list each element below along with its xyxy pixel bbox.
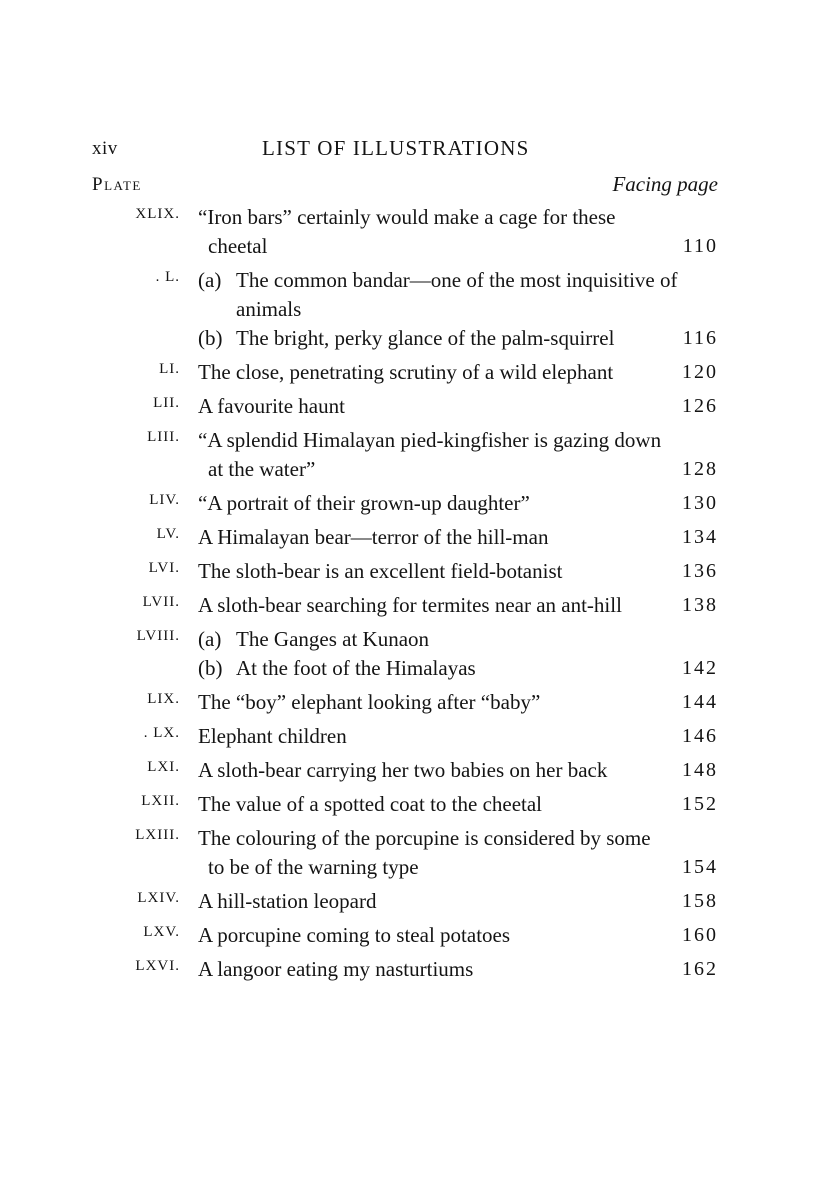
plate-number: LXI.: [147, 759, 180, 775]
illustration-caption: [198, 756, 663, 785]
illustration-caption: [198, 921, 663, 950]
list-item: [0, 426, 840, 484]
illustrations-list: [0, 203, 840, 989]
list-item: [0, 358, 840, 387]
illustration-caption: [198, 824, 663, 882]
illustration-caption: [198, 392, 663, 421]
illustration-caption: [198, 523, 663, 552]
caption-text: The colouring of the porcupine is considered by some to be of the warning type: [198, 826, 651, 879]
list-item: [0, 523, 840, 552]
caption-text: “A portrait of their grown-up daughter”: [198, 491, 530, 515]
illustration-caption: [198, 887, 663, 916]
plate-number: LXIV.: [137, 890, 180, 906]
caption-text: The close, penetrating scrutiny of a wild elephant: [198, 360, 614, 384]
illustration-caption: [198, 654, 691, 683]
facing-page-number: 130: [682, 492, 718, 514]
list-item: [0, 756, 840, 785]
plate-number: LIV.: [149, 492, 180, 508]
caption-text: The “boy” elephant looking after “baby”: [198, 690, 541, 714]
plate-number: LVI.: [148, 560, 180, 576]
caption-text: The bright, perky glance of the palm-squirrel: [236, 326, 615, 350]
list-item: [0, 887, 840, 916]
list-item: [0, 392, 840, 421]
list-item: [0, 591, 840, 620]
caption-text: The value of a spotted coat to the cheetal: [198, 792, 543, 816]
caption-text: The sloth-bear is an excellent field-botanist: [198, 559, 563, 583]
list-item: [0, 489, 840, 518]
plate-number: LVIII.: [136, 628, 180, 644]
caption-text: The common bandar—one of the most inquisitive of animals: [236, 268, 678, 321]
list-item: [0, 921, 840, 950]
list-item: [0, 688, 840, 717]
plate-number: LIII.: [147, 429, 180, 445]
illustration-caption: [198, 790, 663, 819]
facing-page-number: 162: [682, 958, 718, 980]
list-item: [0, 625, 840, 683]
plate-number: LXVI.: [135, 958, 180, 974]
plate-number: LV.: [156, 526, 180, 542]
plate-number: LII.: [153, 395, 180, 411]
caption-text: “Iron bars” certainly would make a cage for these cheetal: [198, 205, 616, 258]
list-item: [0, 266, 840, 353]
caption-text: A porcupine coming to steal potatoes: [198, 923, 511, 947]
plate-number: LI.: [159, 361, 180, 377]
plate-number: . LX.: [143, 725, 180, 741]
facing-page-number: 142: [682, 657, 718, 679]
plate-number: . L.: [155, 269, 180, 285]
caption-text: A hill-station leopard: [198, 889, 377, 913]
plate-number: LIX.: [147, 691, 180, 707]
illustration-caption: [198, 591, 663, 620]
plate-number: LXIII.: [135, 827, 180, 843]
caption-text: A sloth-bear carrying her two babies on her back: [198, 758, 608, 782]
illustration-caption: [198, 358, 663, 387]
facing-page-number: 144: [682, 691, 718, 713]
caption-letter: (a): [198, 627, 222, 651]
facing-page-heading: Facing page: [612, 172, 718, 196]
list-item: [0, 824, 840, 882]
page-number: xiv: [92, 138, 118, 159]
caption-text: “A splendid Himalayan pied-kingfisher is gazing down at the water”: [198, 428, 662, 481]
illustration-caption: [198, 722, 663, 751]
facing-page-number: 158: [682, 890, 718, 912]
caption-text: A Himalayan bear—terror of the hill-man: [198, 525, 549, 549]
facing-page-number: 152: [682, 793, 718, 815]
illustration-caption: [198, 557, 663, 586]
facing-page-number: 160: [682, 924, 718, 946]
illustration-caption: [198, 266, 691, 324]
plate-number: LVII.: [142, 594, 180, 610]
illustration-caption: [198, 426, 663, 484]
facing-page-number: 136: [682, 560, 718, 582]
caption-letter: (b): [198, 656, 223, 680]
illustration-caption: [198, 203, 663, 261]
list-item: [0, 722, 840, 751]
illustration-caption: [198, 625, 691, 654]
facing-page-number: 154: [682, 856, 718, 878]
illustration-caption: [198, 955, 663, 984]
facing-page-number: 126: [682, 395, 718, 417]
caption-letter: (b): [198, 326, 223, 350]
caption-text: At the foot of the Himalayas: [236, 656, 476, 680]
caption-text: A langoor eating my nasturtiums: [198, 957, 474, 981]
plate-number: LXII.: [141, 793, 180, 809]
list-item: [0, 557, 840, 586]
facing-page-number: 128: [682, 458, 718, 480]
facing-page-number: 138: [682, 594, 718, 616]
list-item: [0, 955, 840, 984]
facing-page-number: 116: [682, 327, 718, 349]
running-head: LIST OF ILLUSTRATIONS: [262, 136, 530, 160]
caption-text: A favourite haunt: [198, 394, 345, 418]
caption-text: Elephant children: [198, 724, 347, 748]
illustration-caption: [198, 324, 691, 353]
illustration-caption: [198, 688, 663, 717]
caption-letter: (a): [198, 268, 222, 292]
facing-page-number: 110: [682, 235, 718, 257]
caption-text: A sloth-bear searching for termites near an ant-hill: [198, 593, 622, 617]
illustration-caption: [198, 489, 663, 518]
list-item: [0, 790, 840, 819]
facing-page-number: 148: [682, 759, 718, 781]
facing-page-number: 134: [682, 526, 718, 548]
list-item: [0, 203, 840, 261]
plate-number: LXV.: [143, 924, 180, 940]
plate-column-heading: Plate: [92, 174, 142, 195]
facing-page-number: 120: [682, 361, 718, 383]
caption-text: The Ganges at Kunaon: [236, 627, 430, 651]
facing-page-number: 146: [682, 725, 718, 747]
plate-number: XLIX.: [135, 206, 180, 222]
